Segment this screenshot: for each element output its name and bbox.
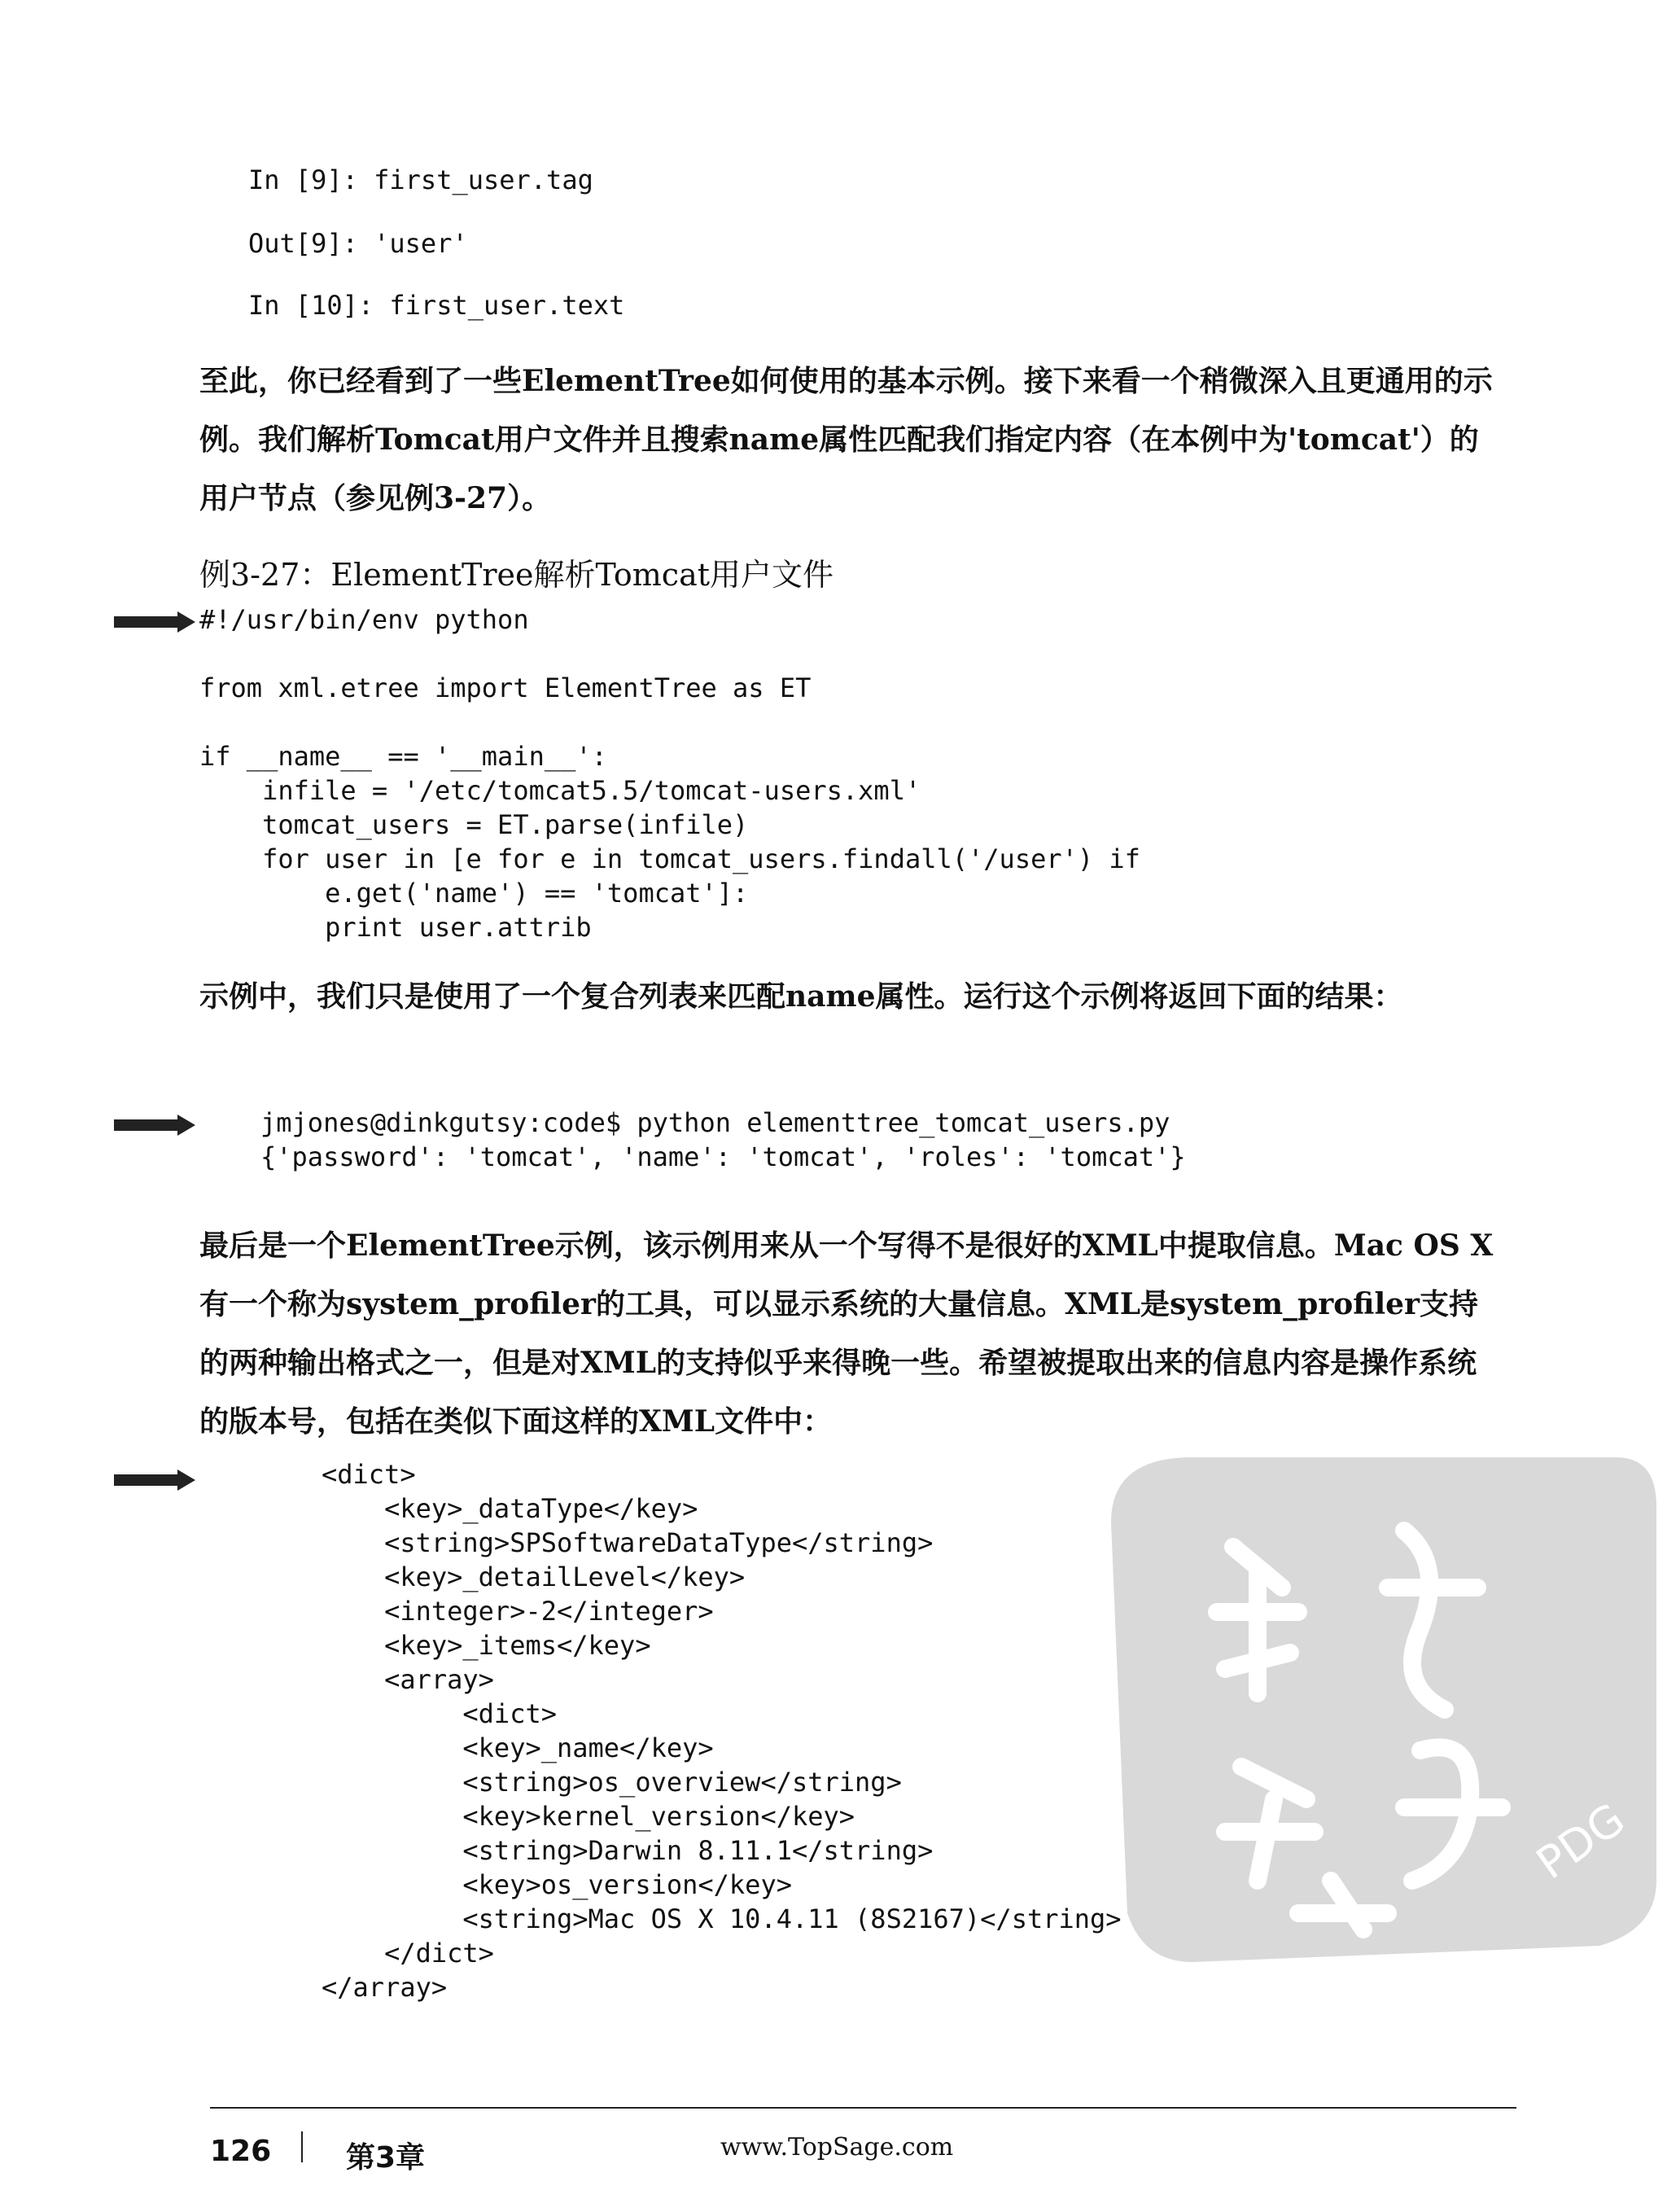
paragraph-system-profiler: 最后是一个ElementTree示例，该示例用来从一个写得不是很好的XML中提取信息。Mac OS X有一个称为system_profiler的工具，可以显示系统的大量信息。XML是system_profiler支持的两种输出格式之一，但是对XML的支持似乎来得晚一些。希望被提取出来的信息内容是操作系统的版本号，包括在类似下面这样的XML文件中：	[199, 1229, 1494, 1439]
ipython-line-3: In [10]: first_user.text	[248, 290, 625, 321]
arrow-marker-icon	[114, 1470, 195, 1491]
footer-rule	[210, 2107, 1516, 2109]
page-number: 126	[210, 2135, 272, 2168]
footer-url: www.TopSage.com	[720, 2133, 954, 2162]
ipython-line-1: In [9]: first_user.tag	[248, 164, 593, 195]
ipython-line-2: Out[9]: 'user'	[248, 228, 468, 259]
example-caption: 例3-27：ElementTree解析Tomcat用户文件	[199, 557, 834, 593]
chapter-label: 第3章	[346, 2141, 426, 2175]
watermark-stamp-icon	[1095, 1425, 1665, 1978]
code-block-tomcat: #!/usr/bin/env python from xml.etree import ElementTree as ET if __name__ == '__main__': infile = '/etc/tomcat5.5/tomcat-users.xml' tomcat_users = ET.parse(infile) for user in [e for e in tomcat_users.findall('/user') if e.get('name') == 'tomcat']: print user.attrib	[199, 604, 1140, 943]
paragraph-intro: 至此，你已经看到了一些ElementTree如何使用的基本示例。接下来看一个稍微深入且更通用的示例。我们解析Tomcat用户文件并且搜索name属性匹配我们指定内容（在本例中为'tomcat'）的用户节点（参见例3-27）。	[199, 364, 1493, 515]
arrow-marker-icon	[114, 611, 195, 633]
watermark-pdg: PDG	[1527, 1793, 1634, 1890]
code-block-xml: <dict> <key>_dataType</key> <string>SPSoftwareDataType</string> <key>_detailLevel</key> <integer>-2</integer> <key>_items</key> <array> <dict> <key>_name</key> <string>os_overview</string> <key>kernel_version</key> <string>Darwin 8.11.1</string> <key>os_version</key> <string>Mac OS X 10.4.11 (8S2167)</string> </dict> </array>	[322, 1459, 1122, 2003]
code-block-output: jmjones@dinkgutsy:code$ python elementtree_tomcat_users.py {'password': 'tomcat', 'name': 'tomcat', 'roles': 'tomcat'}	[260, 1107, 1186, 1172]
footer-separator	[301, 2131, 303, 2162]
paragraph-explanation: 示例中，我们只是使用了一个复合列表来匹配name属性。运行这个示例将返回下面的结果：	[199, 979, 1403, 1014]
arrow-marker-icon	[114, 1115, 195, 1136]
